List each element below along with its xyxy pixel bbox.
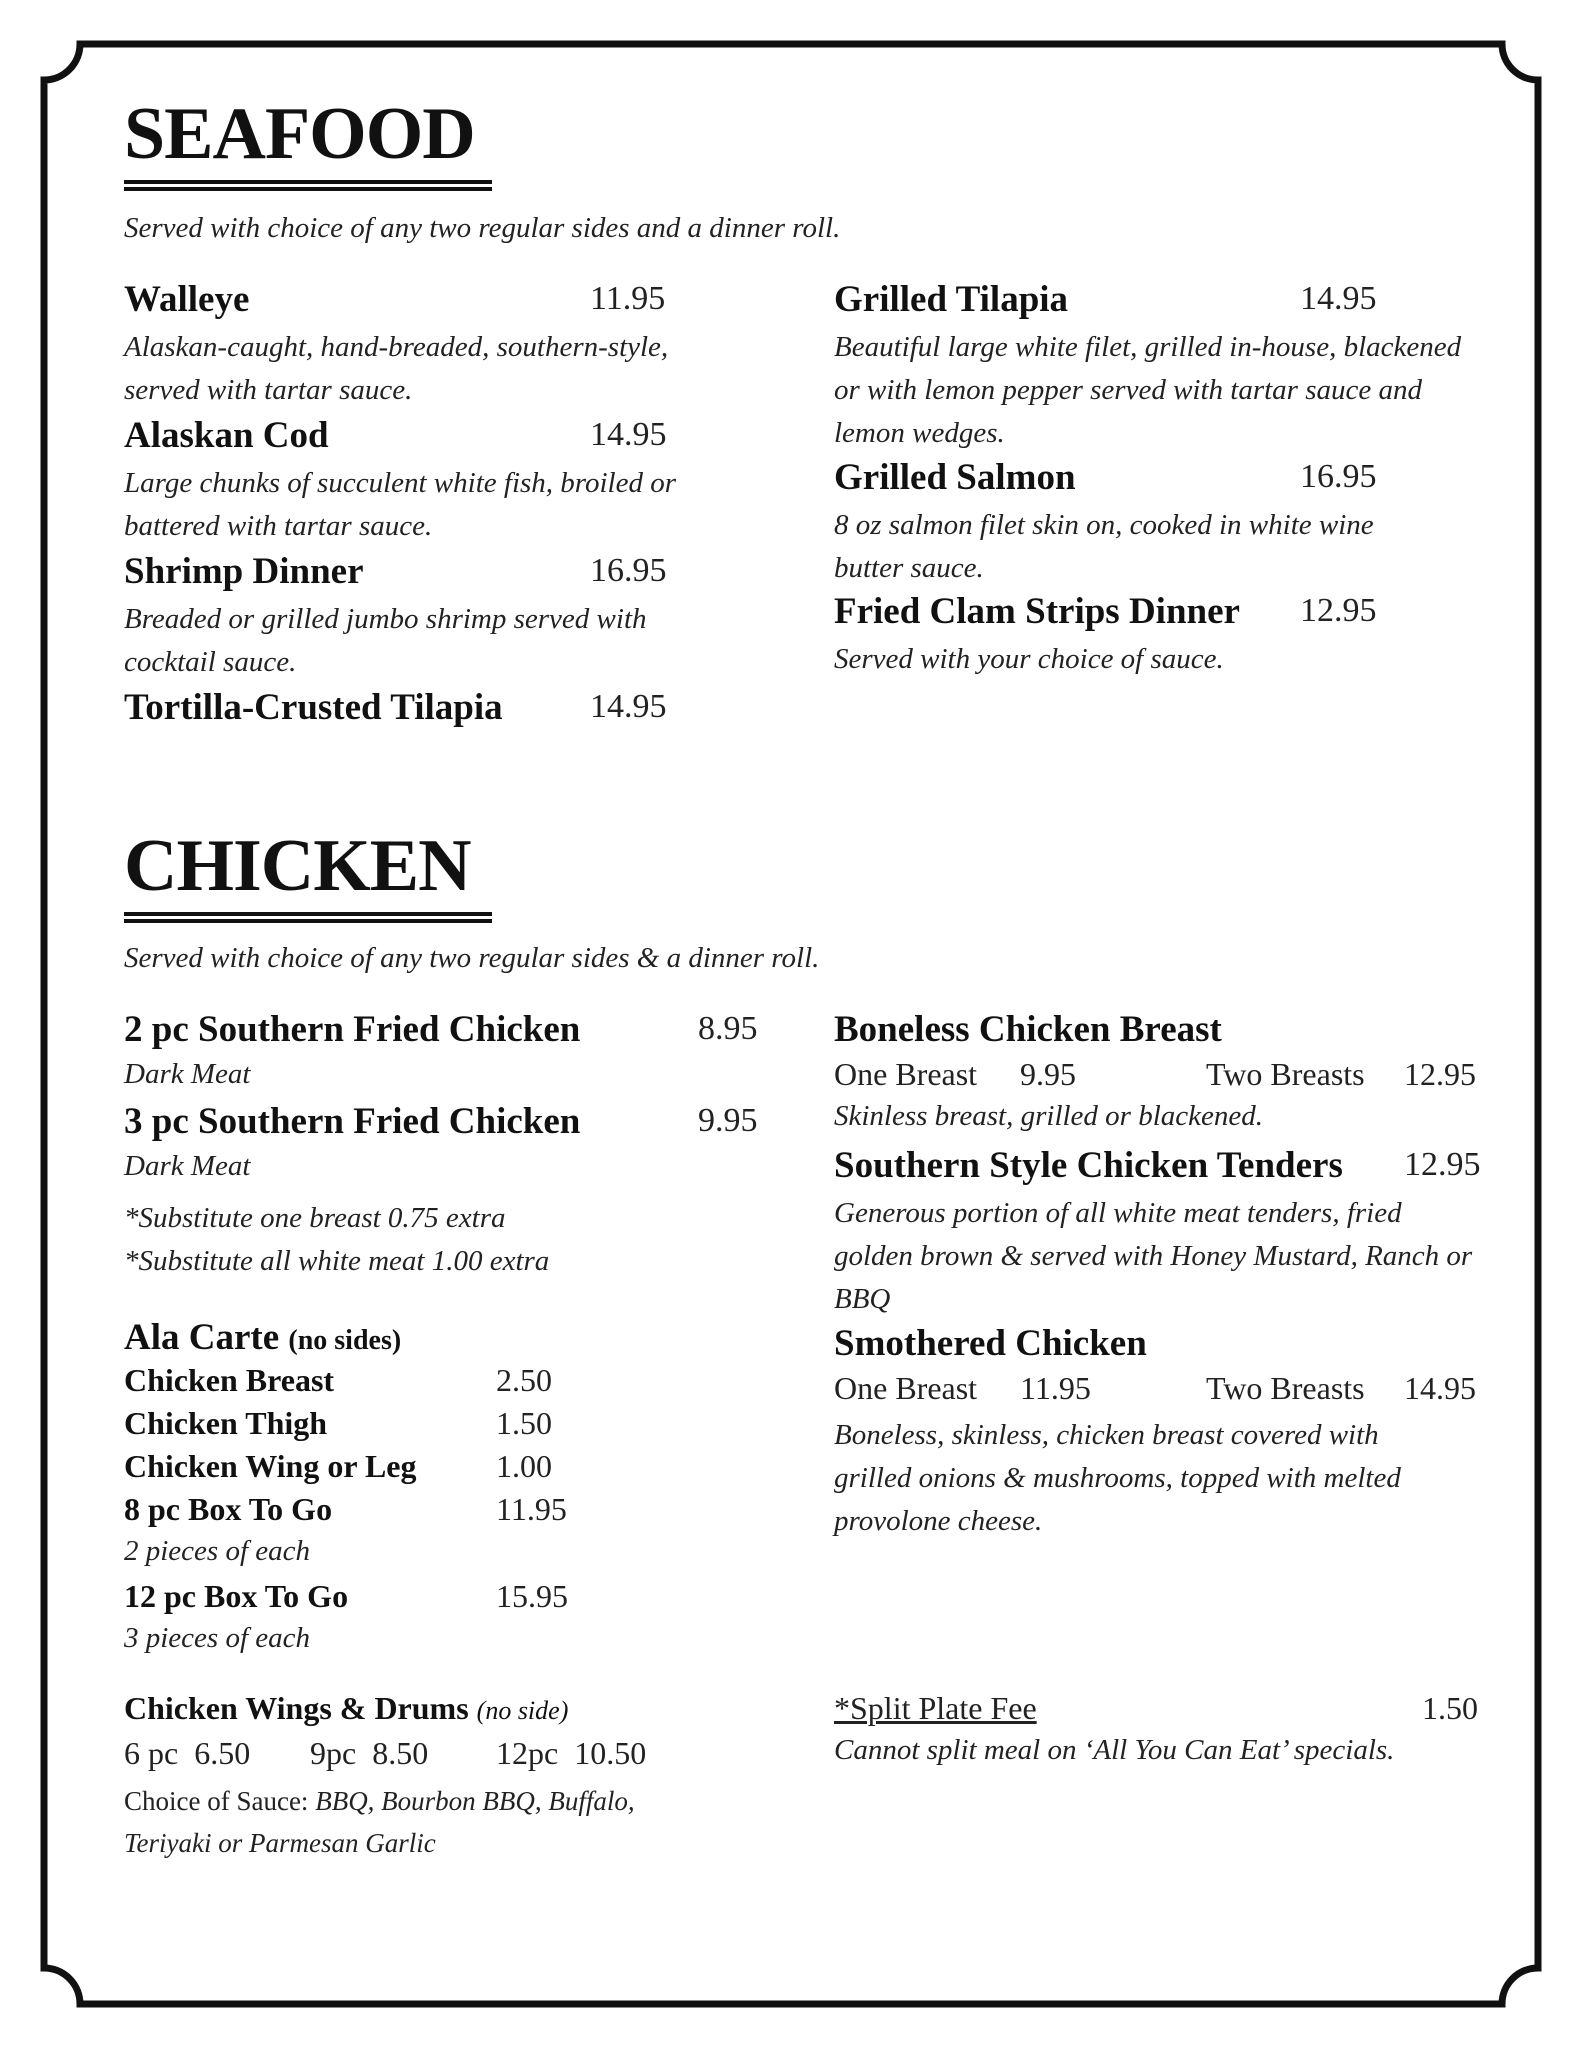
item-tenders-price: 12.95 [1404, 1146, 1481, 1183]
item-fried-clam-strips-desc: Served with your choice of sauce. [834, 643, 1224, 675]
seafood-intro: Served with choice of any two regular sides and a dinner roll. [124, 212, 841, 244]
wings-option-price: 10.50 [574, 1735, 647, 1771]
wings-option [496, 1735, 646, 1772]
ala-carte-item-desc: 2 pieces of each [124, 1535, 311, 1567]
wings-title: Chicken Wings & Drums [124, 1690, 469, 1726]
item-boneless-breast-name: Boneless Chicken Breast [834, 1009, 1222, 1050]
ala-carte-item-price: 1.50 [496, 1405, 552, 1441]
ala-carte-item-name: 8 pc Box To Go [124, 1491, 333, 1527]
wings-option-price: 8.50 [372, 1735, 429, 1771]
item-shrimp-dinner-desc: Breaded or grilled jumbo shrimp served with cocktail sauce. [124, 603, 647, 678]
seafood-title: SEAFOOD [124, 93, 475, 175]
item-2pc-chicken-price: 8.95 [698, 1010, 758, 1047]
ala-carte-item-name: 12 pc Box To Go [124, 1578, 349, 1614]
item-smothered-desc: Boneless, skinless, chicken breast covered with grilled onions & mushrooms, topped with melted provolone cheese. [834, 1419, 1401, 1537]
split-fee-price: 1.50 [1422, 1690, 1478, 1726]
substitution-note-2: *Substitute all white meat 1.00 extra [124, 1245, 550, 1277]
item-fried-clam-strips-name: Fried Clam Strips Dinner [834, 591, 1240, 632]
ala-carte-item-price: 1.00 [496, 1448, 552, 1484]
item-2pc-chicken-name: 2 pc Southern Fried Chicken [124, 1009, 581, 1050]
item-grilled-salmon-desc: 8 oz salmon filet skin on, cooked in white wine butter sauce. [834, 509, 1374, 584]
ala-carte-item-name: Chicken Breast [124, 1362, 335, 1398]
item-tenders-desc: Generous portion of all white meat tenders, fried golden brown & served with Honey Mustard, Ranch or BBQ [834, 1197, 1473, 1315]
item-boneless-desc: Skinless breast, grilled or blackened. [834, 1100, 1264, 1132]
item-walleye-name: Walleye [124, 279, 250, 320]
wings-sauce-label: Choice of Sauce: [124, 1786, 309, 1816]
item-smothered-one-price: 11.95 [1020, 1370, 1091, 1406]
item-tortilla-tilapia-price: 14.95 [590, 688, 667, 725]
item-grilled-tilapia-price: 14.95 [1300, 280, 1377, 317]
item-boneless-one-label: One Breast [834, 1056, 978, 1092]
item-boneless-two-price: 12.95 [1404, 1056, 1476, 1092]
item-alaskan-cod-name: Alaskan Cod [124, 415, 329, 456]
item-shrimp-dinner-price: 16.95 [590, 552, 667, 589]
ala-carte-heading [124, 1316, 401, 1359]
item-shrimp-dinner-name: Shrimp Dinner [124, 551, 364, 592]
wings-sauce-list: BBQ, Bourbon BBQ, Buffalo, Teriyaki or Parmesan Garlic [124, 1786, 635, 1858]
item-3pc-chicken-price: 9.95 [698, 1102, 758, 1139]
item-tenders-name: Southern Style Chicken Tenders [834, 1145, 1343, 1186]
item-walleye-desc: Alaskan-caught, hand-breaded, southern-style, served with tartar sauce. [124, 331, 669, 406]
item-fried-clam-strips-price: 12.95 [1300, 592, 1377, 629]
ala-carte-item-price: 11.95 [496, 1491, 567, 1527]
ala-carte-item-price: 2.50 [496, 1362, 552, 1398]
item-grilled-salmon-name: Grilled Salmon [834, 457, 1076, 498]
wings-option [124, 1735, 250, 1772]
wings-note: (no side) [476, 1696, 569, 1725]
item-boneless-one-price: 9.95 [1020, 1056, 1076, 1092]
wings-option [310, 1735, 428, 1772]
split-fee-label: *Split Plate Fee [834, 1690, 1037, 1726]
ala-carte-title: Ala Carte [124, 1317, 280, 1358]
wings-sauces [124, 1780, 724, 1864]
item-smothered-two-label: Two Breasts [1206, 1370, 1365, 1406]
ala-carte-item-name: Chicken Thigh [124, 1405, 328, 1441]
wings-heading [124, 1690, 568, 1727]
item-alaskan-cod-price: 14.95 [590, 416, 667, 453]
item-smothered-one-label: One Breast [834, 1370, 978, 1406]
ala-carte-item-desc: 3 pieces of each [124, 1622, 311, 1654]
wings-option-price: 6.50 [194, 1735, 251, 1771]
item-3pc-chicken-desc: Dark Meat [124, 1150, 251, 1182]
wings-option-label: 9pc [310, 1735, 357, 1771]
item-boneless-two-label: Two Breasts [1206, 1056, 1365, 1092]
item-grilled-tilapia-name: Grilled Tilapia [834, 279, 1069, 320]
ala-carte-note: (no sides) [288, 1325, 402, 1356]
item-grilled-tilapia-desc: Beautiful large white filet, grilled in-house, blackened or with lemon pepper served with tartar sauce and lemon wedges. [834, 331, 1462, 449]
ala-carte-item-price: 15.95 [496, 1578, 568, 1614]
item-tortilla-tilapia-name: Tortilla-Crusted Tilapia [124, 687, 503, 728]
wings-option-label: 12pc [496, 1735, 559, 1771]
wings-option-label: 6 pc [124, 1735, 179, 1771]
chicken-title: CHICKEN [124, 825, 471, 907]
seafood-title-rule [124, 180, 492, 191]
chicken-title-rule [124, 912, 492, 923]
item-grilled-salmon-price: 16.95 [1300, 458, 1377, 495]
chicken-intro: Served with choice of any two regular sides & a dinner roll. [124, 942, 820, 974]
item-alaskan-cod-desc: Large chunks of succulent white fish, broiled or battered with tartar sauce. [124, 467, 677, 542]
item-3pc-chicken-name: 3 pc Southern Fried Chicken [124, 1101, 581, 1142]
item-smothered-name: Smothered Chicken [834, 1323, 1147, 1364]
item-smothered-two-price: 14.95 [1404, 1370, 1476, 1406]
ala-carte-item-name: Chicken Wing or Leg [124, 1448, 417, 1484]
substitution-note-1: *Substitute one breast 0.75 extra [124, 1202, 506, 1234]
split-fee-note: Cannot split meal on ‘All You Can Eat’ specials. [834, 1734, 1395, 1766]
item-walleye-price: 11.95 [590, 280, 666, 317]
item-2pc-chicken-desc: Dark Meat [124, 1058, 251, 1090]
